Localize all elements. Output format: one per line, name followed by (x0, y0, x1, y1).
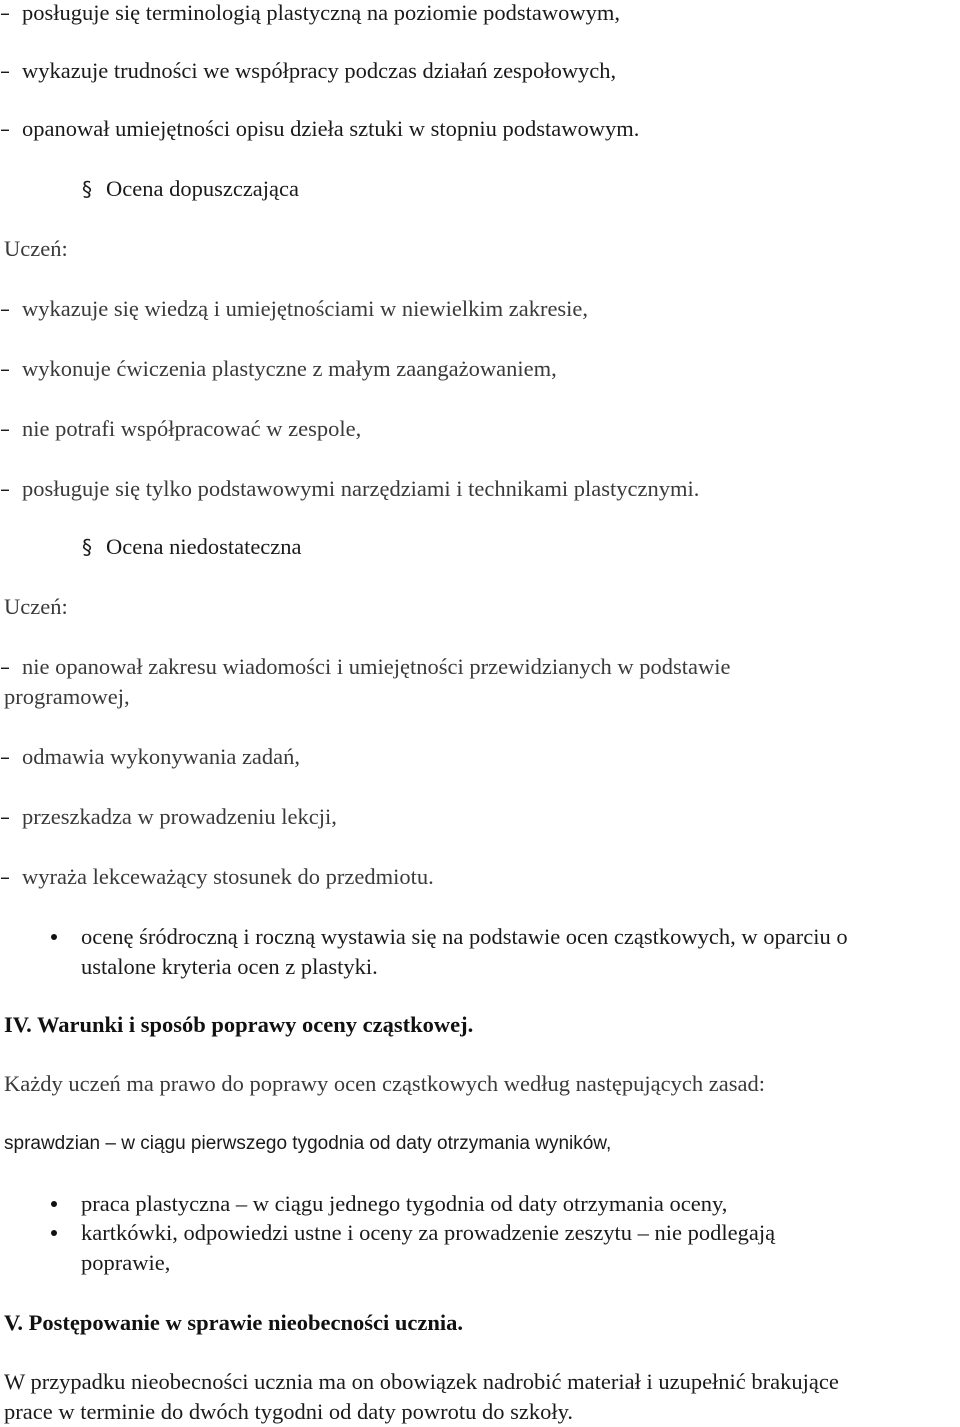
list-item: nie potrafi współpracować w zespole, (22, 416, 362, 441)
list-item-continuation: programowej, (4, 684, 130, 709)
list-item: przeszkadza w prowadzeniu lekcji, (22, 804, 337, 829)
list-item: odmawia wykonywania zadań, (22, 744, 301, 769)
dash-icon: – (0, 297, 10, 321)
grade-heading: Ocena dopuszczająca (106, 176, 299, 201)
paragraph-line: ustalone kryteria ocen z plastyki. (81, 954, 378, 979)
list-item: nie opanował zakresu wiadomości i umiejętności przewidzianych w podstawie (22, 654, 731, 679)
dash-icon: – (0, 357, 10, 381)
list-item: wykazuje się wiedzą i umiejętnościami w niewielkim zakresie, (22, 296, 589, 321)
dash-icon: – (0, 655, 10, 679)
grade-heading: Ocena niedostateczna (106, 534, 302, 559)
paragraph-line: prace w terminie do dwóch tygodni od daty powrotu do szkoły. (4, 1399, 574, 1424)
dash-icon: – (0, 477, 10, 501)
list-item: wykazuje trudności we współpracy podczas działań zespołowych, (22, 58, 617, 83)
dash-icon: – (0, 117, 10, 141)
student-label: Uczeń: (4, 236, 68, 261)
section-heading: IV. Warunki i sposób poprawy oceny cząstkowej. (4, 1012, 474, 1037)
list-item: posługuje się tylko podstawowymi narzędziami i technikami plastycznymi. (22, 476, 700, 501)
list-item: wykonuje ćwiczenia plastyczne z małym zaangażowaniem, (22, 356, 557, 381)
section-mark-icon: § (82, 177, 92, 201)
list-item-continuation: poprawie, (81, 1250, 171, 1275)
bullet-icon (51, 934, 57, 940)
section-heading: V. Postępowanie w sprawie nieobecności ucznia. (4, 1310, 463, 1335)
dash-icon: – (0, 745, 10, 769)
list-item: wyraża lekceważący stosunek do przedmiotu. (22, 864, 434, 889)
paragraph-line: ocenę śródroczną i roczną wystawia się na podstawie ocen cząstkowych, w oparciu o (81, 924, 848, 949)
paragraph-line: sprawdzian – w ciągu pierwszego tygodnia od daty otrzymania wyników, (4, 1133, 612, 1154)
list-item: kartkówki, odpowiedzi ustne i oceny za prowadzenie zeszytu – nie podlegają (81, 1220, 776, 1245)
list-item: praca plastyczna – w ciągu jednego tygodnia od daty otrzymania oceny, (81, 1191, 728, 1216)
bullet-icon (51, 1230, 57, 1236)
paragraph-line: Każdy uczeń ma prawo do poprawy ocen cząstkowych według następujących zasad: (4, 1071, 765, 1096)
section-mark-icon: § (82, 535, 92, 559)
student-label: Uczeń: (4, 594, 68, 619)
list-item: posługuje się terminologią plastyczną na poziomie podstawowym, (22, 0, 620, 25)
paragraph-line: W przypadku nieobecności ucznia ma on obowiązek nadrobić materiał i uzupełnić brakujące (4, 1369, 839, 1394)
list-item: opanował umiejętności opisu dzieła sztuki w stopniu podstawowym. (22, 116, 640, 141)
bullet-icon (51, 1201, 57, 1207)
dash-icon: – (0, 805, 10, 829)
dash-icon: – (0, 865, 10, 889)
dash-icon: – (0, 59, 10, 83)
dash-icon: – (0, 417, 10, 441)
dash-icon: – (0, 1, 10, 25)
